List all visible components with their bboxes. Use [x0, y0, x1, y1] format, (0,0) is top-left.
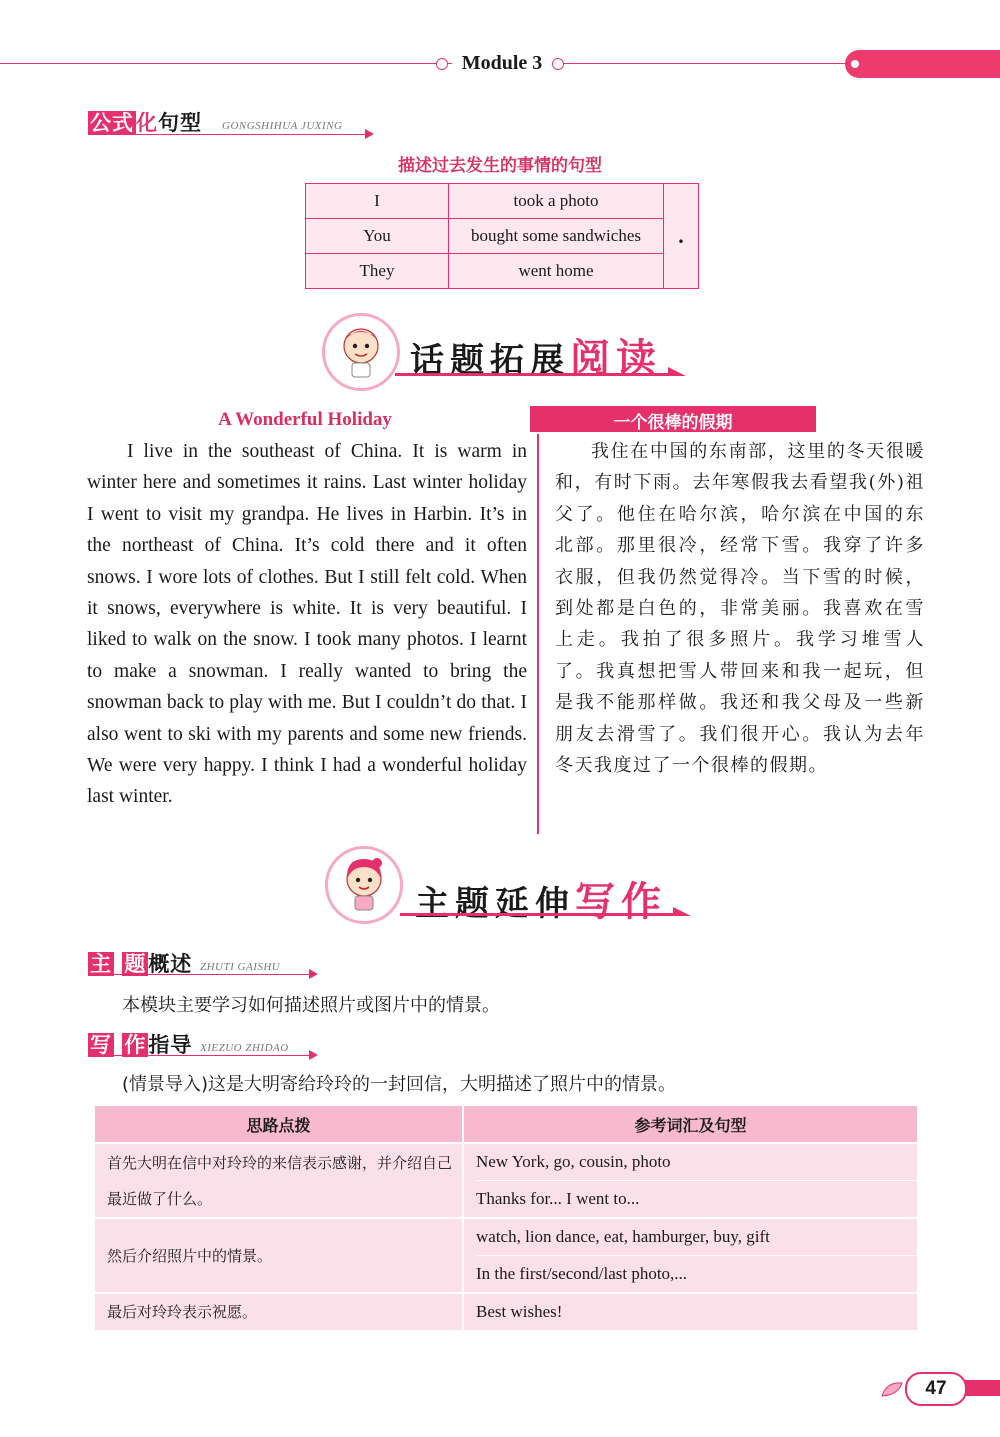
header-tab: [845, 50, 1000, 78]
guide-header-right: 参考词汇及句型: [463, 1106, 917, 1143]
header-dot-right: [552, 58, 564, 70]
guide-tip: 首先大明在信中对玲玲的来信表示感谢，并介绍自己最近做了什么。: [95, 1143, 463, 1218]
writing-banner-underline: [400, 913, 675, 916]
header-rule: [0, 63, 850, 64]
writing-banner-pink: 写作: [575, 879, 667, 925]
english-title: A Wonderful Holiday: [218, 409, 392, 430]
table-row: [95, 1143, 917, 1218]
pattern-row: [306, 184, 699, 219]
reference-line: watch, lion dance, eat, hamburger, buy, gift: [476, 1219, 917, 1256]
leaf-icon: [880, 1380, 906, 1398]
header-tab-dot: [851, 60, 859, 68]
guide-table-header: [95, 1106, 917, 1143]
chinese-passage: 我住在中国的东南部，这里的冬天很暖和，有时下雨。去年寒假我去看望我(外)祖父了。他住在哈尔滨，哈尔滨在中国的东北部。那里很冷，经常下雪。我穿了许多衣服，但我仍然觉得冷。当下雪的时候，到处都是白色的，非常美丽。我喜欢在雪上走。我拍了很多照片。我学习堆雪人了。我真想把雪人带回来和我一起玩，但是我不能那样做。我还和我父母及一些新朋友去滑雪了。我们很开心。我认为去年冬天我度过了一个很棒的假期。: [555, 441, 925, 777]
chinese-divider: [537, 434, 539, 834]
tag-box-text: 写: [90, 1033, 112, 1057]
guide-table: [95, 1106, 917, 1330]
table-row: [95, 1218, 917, 1293]
chinese-title: 一个很棒的假期: [613, 413, 733, 433]
girl-mascot-icon: [328, 849, 400, 921]
reference-line: New York, go, cousin, photo: [476, 1144, 917, 1181]
pattern-table: [305, 183, 699, 289]
reference-line: In the first/second/last photo,...: [476, 1264, 688, 1283]
tag-box-text: 公式: [90, 111, 134, 135]
header-dot-left: [436, 58, 448, 70]
pattern-subject: You: [306, 219, 449, 254]
pattern-subject: I: [306, 184, 449, 219]
pattern-tag-pinyin: GONGSHIHUA JUXING: [222, 120, 343, 132]
reading-banner-underline: [395, 373, 670, 376]
pattern-predicate: took a photo: [449, 184, 664, 219]
pattern-subject: They: [306, 254, 449, 289]
tag-rest-text: 句型: [158, 111, 202, 135]
reading-banner-arrow-icon: [668, 367, 686, 376]
guide-header-left: 思路点拨: [95, 1106, 463, 1143]
overview-text: 本模块主要学习如何描述照片或图片中的情景。: [122, 995, 500, 1016]
reading-banner-pink: 阅读: [570, 336, 662, 382]
pattern-section-tag: [88, 107, 202, 137]
guide-reference: [463, 1293, 917, 1330]
page-number: 47: [905, 1372, 967, 1406]
writing-banner-arrow-icon: [673, 907, 691, 916]
writing-mascot-ring: [325, 846, 403, 924]
tag-box-text: 题: [124, 952, 147, 976]
guide-reference: [463, 1218, 917, 1293]
tag-box-text: 主: [90, 952, 112, 976]
guide-tag-line: [88, 1055, 310, 1056]
module-title: Module 3: [452, 52, 552, 75]
guide-text: (情景导入)这是大明寄给玲玲的一封回信，大明描述了照片中的情景。: [122, 1074, 677, 1095]
english-passage: I live in the southeast of China. It is warm in winter here and sometimes it rains. Last winter holiday I went to visit my grandpa. He lives in Harbin. It’s in the northeast of China. It’s cold there and it often snows. I wore lots of clothes. But I still felt cold. When it snows, everywhere is white. It is very beautiful. I liked to walk on the snow. I took many photos. I learnt to make a snowman. I really wanted to bring the snowman back to play with me. But I couldn’t do that. I also went to ski with my parents and some new friends. We were very happy. I think I had a wonderful holiday last winter.: [87, 441, 527, 808]
boy-mascot-icon: [325, 316, 397, 388]
guide-tag-pinyin: XIEZUO ZHIDAO: [200, 1042, 289, 1054]
overview-tag-pinyin: ZHUTI GAISHU: [200, 961, 281, 973]
tag-rest-text: 指导: [148, 1033, 193, 1057]
reading-mascot-ring: [322, 313, 400, 391]
writing-banner-title: [415, 870, 667, 927]
pattern-tag-line: [88, 134, 366, 135]
writing-banner-plain: 主题延伸: [415, 884, 575, 924]
reading-banner-plain: 话题拓展: [410, 341, 570, 381]
tag-rest-text: 概述: [148, 952, 193, 976]
overview-tag-arrow-icon: [309, 969, 318, 979]
guide-tag-arrow-icon: [309, 1050, 318, 1060]
pattern-tag-arrow-icon: [365, 129, 374, 139]
pattern-row: [306, 254, 699, 289]
guide-reference: [463, 1143, 917, 1218]
pattern-predicate: went home: [449, 254, 664, 289]
pattern-row: [306, 219, 699, 254]
guide-tip: 最后对玲玲表示祝愿。: [95, 1293, 463, 1330]
table-row: [95, 1293, 917, 1330]
pattern-predicate: bought some sandwiches: [449, 219, 664, 254]
pattern-end-mark: .: [664, 184, 699, 289]
tag-pink-text: 化: [136, 111, 158, 135]
reference-line: Best wishes!: [476, 1302, 563, 1321]
pattern-caption: 描述过去发生的事情的句型: [398, 156, 602, 176]
overview-tag-line: [88, 974, 310, 975]
guide-tip: 然后介绍照片中的情景。: [95, 1218, 463, 1293]
reference-line: Thanks for... I went to...: [476, 1189, 640, 1208]
tag-box-text: 作: [124, 1033, 147, 1057]
